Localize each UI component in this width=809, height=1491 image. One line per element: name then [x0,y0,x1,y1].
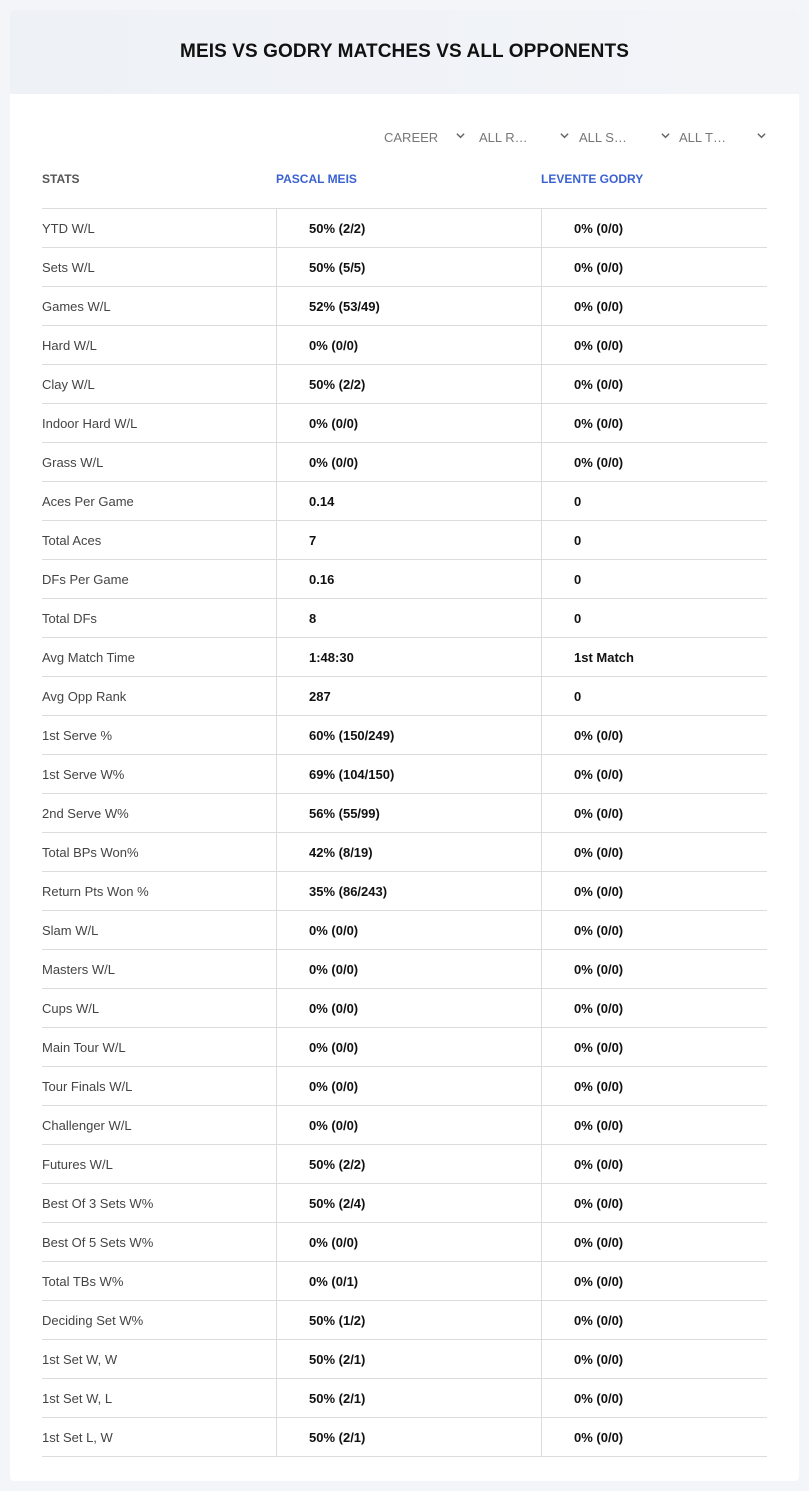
player2-stat-value: 0% (0/0) [541,1301,767,1339]
table-row [42,560,767,599]
stat-label: Best Of 3 Sets W% [42,1195,154,1211]
table-row [42,1340,767,1379]
player2-stat-value: 0% (0/0) [541,1262,767,1300]
table-row [42,755,767,794]
player2-stat-value: 1st Match [541,638,767,676]
player1-stat-value: 56% (55/99) [276,794,541,832]
player2-stat-value: 0% (0/0) [541,1028,767,1066]
table-row [42,521,767,560]
player2-stat-value: 0 [541,599,767,637]
table-row [42,911,767,950]
stat-label: Total BPs Won% [42,844,139,860]
stat-label: Avg Opp Rank [42,688,127,704]
player2-stat-value: 0% (0/0) [541,365,767,403]
chevron-down-icon [661,131,670,140]
player1-stat-value: 35% (86/243) [276,872,541,910]
stat-label: Challenger W/L [42,1117,132,1133]
player2-stat-value: 0% (0/0) [541,326,767,364]
table-row [42,287,767,326]
player1-stat-value: 0% (0/0) [276,1028,541,1066]
player1-stat-value: 69% (104/150) [276,755,541,793]
player1-stat-value: 0% (0/1) [276,1262,541,1300]
stat-label: Return Pts Won % [42,883,149,899]
stat-label: 2nd Serve W% [42,805,129,821]
player1-stat-value: 50% (1/2) [276,1301,541,1339]
table-row [42,1301,767,1340]
table-row [42,1067,767,1106]
stats-card [10,10,799,1481]
table-row [42,1379,767,1418]
player2-stat-value: 0% (0/0) [541,248,767,286]
player1-stat-value: 0.14 [276,482,541,520]
table-row [42,404,767,443]
table-row [42,365,767,404]
stat-label: Avg Match Time [42,649,135,665]
stat-label: Slam W/L [42,922,99,938]
player2-stat-value: 0% (0/0) [541,1418,767,1456]
chevron-down-icon [757,131,766,140]
stat-label: 1st Set L, W [42,1429,113,1445]
player2-stat-value: 0% (0/0) [541,1184,767,1222]
column-header-player2[interactable]: LEVENTE GODRY [541,172,644,186]
card-header [10,10,799,94]
player1-stat-value: 50% (2/1) [276,1379,541,1417]
table-row [42,872,767,911]
player1-stat-value: 60% (150/249) [276,716,541,754]
player1-stat-value: 52% (53/49) [276,287,541,325]
player2-stat-value: 0 [541,521,767,559]
table-row [42,1184,767,1223]
stat-label: 1st Set W, W [42,1351,118,1367]
table-row [42,1262,767,1301]
stat-label: Total TBs W% [42,1273,124,1289]
table-row [42,989,767,1028]
player1-stat-value: 0% (0/0) [276,950,541,988]
stat-label: Masters W/L [42,961,115,977]
table-row [42,326,767,365]
stat-label: Hard W/L [42,337,97,353]
player1-stat-value: 50% (2/2) [276,1145,541,1183]
player1-stat-value: 1:48:30 [276,638,541,676]
player1-stat-value: 50% (2/2) [276,365,541,403]
player1-stat-value: 0% (0/0) [276,443,541,481]
player2-stat-value: 0% (0/0) [541,989,767,1027]
stat-label: YTD W/L [42,220,95,236]
table-row [42,1145,767,1184]
stat-label: Cups W/L [42,1000,100,1016]
filter-bar [384,125,767,149]
player2-stat-value: 0% (0/0) [541,209,767,247]
table-row [42,1106,767,1145]
player1-stat-value: 0% (0/0) [276,1223,541,1261]
player1-stat-value: 50% (2/1) [276,1340,541,1378]
table-row [42,638,767,677]
stat-label: Sets W/L [42,259,95,275]
table-row [42,833,767,872]
player2-stat-value: 0 [541,677,767,715]
player1-stat-value: 287 [276,677,541,715]
table-header [42,170,767,208]
table-row [42,950,767,989]
filter-round-dropdown[interactable] [479,125,569,149]
player2-stat-value: 0% (0/0) [541,1145,767,1183]
player2-stat-value: 0% (0/0) [541,911,767,949]
stat-label: Best Of 5 Sets W% [42,1234,154,1250]
player2-stat-value: 0% (0/0) [541,950,767,988]
player1-stat-value: 0.16 [276,560,541,598]
stat-label: Aces Per Game [42,493,134,509]
column-header-player1[interactable]: PASCAL MEIS [276,172,357,186]
player2-stat-value: 0% (0/0) [541,404,767,442]
player2-stat-value: 0% (0/0) [541,716,767,754]
player1-stat-value: 0% (0/0) [276,911,541,949]
stat-label: Tour Finals W/L [42,1078,133,1094]
player2-stat-value: 0% (0/0) [541,1340,767,1378]
player1-stat-value: 50% (5/5) [276,248,541,286]
filter-tournament-value: ALL T… [679,129,726,145]
filter-round-value: ALL R… [479,129,528,145]
player2-stat-value: 0% (0/0) [541,1223,767,1261]
player2-stat-value: 0% (0/0) [541,1379,767,1417]
chevron-down-icon [456,131,465,140]
stat-label: 1st Serve % [42,727,113,743]
player2-stat-value: 0% (0/0) [541,443,767,481]
column-header-stats: STATS [42,172,80,186]
table-row [42,599,767,638]
stat-label: Deciding Set W% [42,1312,144,1328]
table-row [42,716,767,755]
stat-label: Futures W/L [42,1156,113,1172]
player2-stat-value: 0 [541,482,767,520]
stat-label: DFs Per Game [42,571,129,587]
player1-stat-value: 7 [276,521,541,559]
player1-stat-value: 0% (0/0) [276,1106,541,1144]
player1-stat-value: 0% (0/0) [276,404,541,442]
player1-stat-value: 0% (0/0) [276,1067,541,1105]
player2-stat-value: 0% (0/0) [541,755,767,793]
player2-stat-value: 0 [541,560,767,598]
player2-stat-value: 0% (0/0) [541,794,767,832]
player2-stat-value: 0% (0/0) [541,287,767,325]
player1-stat-value: 8 [276,599,541,637]
player1-stat-value: 50% (2/4) [276,1184,541,1222]
stat-label: Main Tour W/L [42,1039,126,1055]
player2-stat-value: 0% (0/0) [541,1067,767,1105]
filter-surface-dropdown[interactable] [579,125,671,149]
player1-stat-value: 0% (0/0) [276,326,541,364]
table-row [42,248,767,287]
table-row [42,443,767,482]
table-row [42,482,767,521]
player1-stat-value: 0% (0/0) [276,989,541,1027]
filter-surface-value: ALL S… [579,129,627,145]
stat-label: Indoor Hard W/L [42,415,138,431]
stat-label: Total DFs [42,610,97,626]
table-row [42,1418,767,1457]
table-row [42,1223,767,1262]
filter-tournament-dropdown[interactable] [679,125,767,149]
table-row [42,209,767,248]
stat-label: 1st Serve W% [42,766,125,782]
stats-table-body [42,208,767,1457]
chevron-down-icon [560,131,569,140]
stat-label: Games W/L [42,298,111,314]
player1-stat-value: 50% (2/1) [276,1418,541,1456]
stat-label: Clay W/L [42,376,95,392]
page-title: MEIS VS GODRY MATCHES VS ALL OPPONENTS [180,41,629,62]
player1-stat-value: 42% (8/19) [276,833,541,871]
player2-stat-value: 0% (0/0) [541,872,767,910]
player1-stat-value: 50% (2/2) [276,209,541,247]
player2-stat-value: 0% (0/0) [541,833,767,871]
player2-stat-value: 0% (0/0) [541,1106,767,1144]
filter-period-dropdown[interactable] [384,125,466,149]
filter-period-value: CAREER [384,129,439,145]
stat-label: Grass W/L [42,454,104,470]
table-row [42,1028,767,1067]
stat-label: Total Aces [42,532,102,548]
stat-label: 1st Set W, L [42,1390,113,1406]
table-row [42,794,767,833]
table-row [42,677,767,716]
